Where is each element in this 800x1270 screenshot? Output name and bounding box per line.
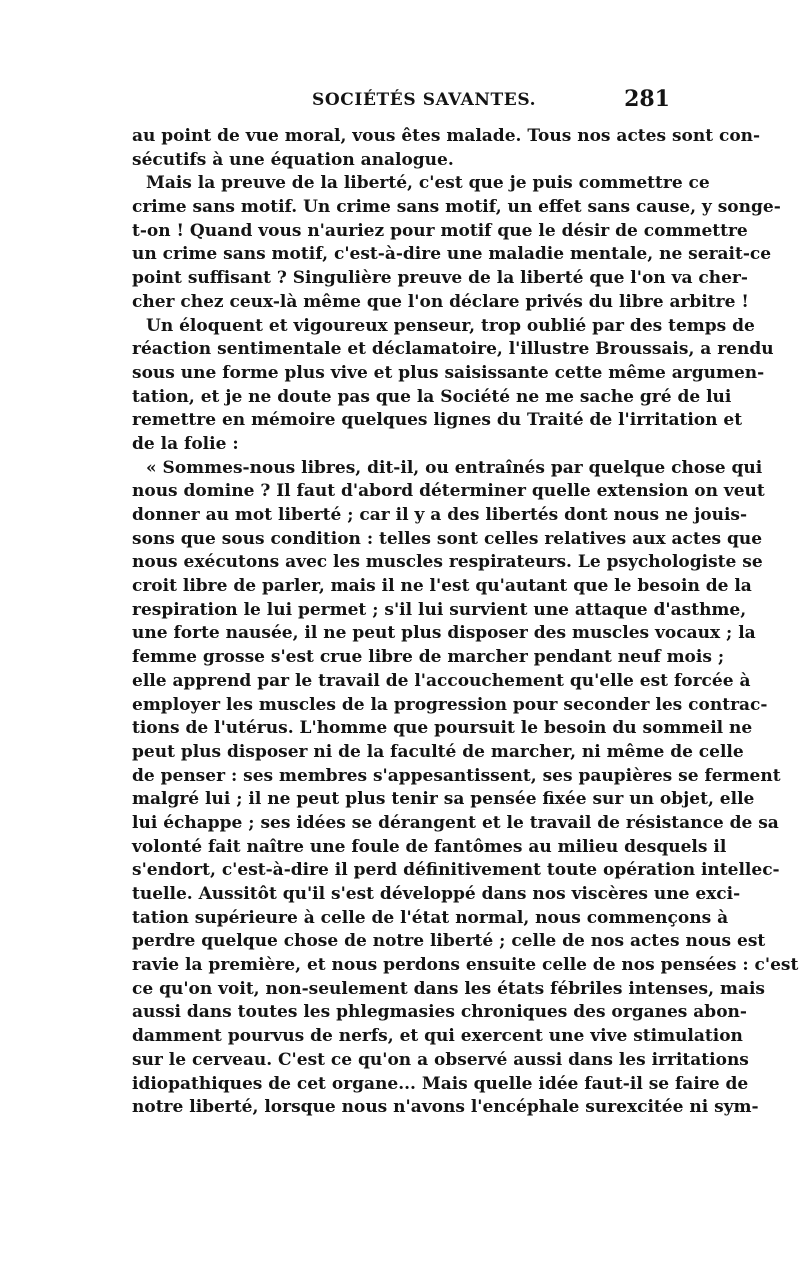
text-line: aussi dans toutes les phlegmasies chroniques des organes abon- xyxy=(132,1002,747,1023)
text-line: réaction sentimentale et déclamatoire, l'illustre Broussais, a rendu xyxy=(132,339,774,360)
text-line: ce qu'on voit, non-seulement dans les états fébriles intenses, mais xyxy=(132,978,765,999)
text-line: sécutifs à une équation analogue. xyxy=(132,149,454,170)
text-line: tation, et je ne doute pas que la Société ne me sache gré de lui xyxy=(132,386,732,407)
text-line: remettre en mémoire quelques lignes du Traité de l'irritation et xyxy=(132,410,743,431)
text-line: lui échappe ; ses idées se dérangent et le travail de résistance de sa xyxy=(132,812,779,833)
text-line: femme grosse s'est crue libre de marcher pendant neuf mois ; xyxy=(132,647,725,668)
text-line: tuelle. Aussitôt qu'il s'est développé dans nos viscères une exci- xyxy=(132,884,741,904)
text-line: s'endort, c'est-à-dire il perd définitivement toute opération intellec- xyxy=(132,860,780,881)
text-line: sous une forme plus vive et plus saisissante cette même argumen- xyxy=(132,362,765,383)
paragraph-start-line: Mais la preuve de la liberté, c'est que je puis commettre ce xyxy=(146,173,710,194)
text-line: un crime sans motif, c'est-à-dire une maladie mentale, ne serait-ce xyxy=(132,244,772,265)
text-line: t-on ! Quand vous n'auriez pour motif que le désir de commettre xyxy=(132,220,748,241)
body-text xyxy=(132,125,799,1120)
text-line: une forte nausée, il ne peut plus disposer des muscles vocaux ; la xyxy=(132,623,756,644)
text-line: malgré lui ; il ne peut plus tenir sa pensée fixée sur un objet, elle xyxy=(132,789,755,810)
text-line: volonté fait naître une foule de fantômes au milieu desquels il xyxy=(132,836,727,857)
text-line: employer les muscles de la progression pour seconder les contrac- xyxy=(132,694,768,715)
text-line: peut plus disposer ni de la faculté de marcher, ni même de celle xyxy=(132,741,744,762)
page-number: 281 xyxy=(624,86,670,112)
text-line: point suffisant ? Singulière preuve de la liberté que l'on va cher- xyxy=(132,268,748,289)
text-line: elle apprend par le travail de l'accouchement qu'elle est forcée à xyxy=(132,670,751,691)
text-line: cher chez ceux-là même que l'on déclare privés du libre arbitre ! xyxy=(132,291,749,312)
text-line: ravie la première, et nous perdons ensuite celle de nos pensées : c'est xyxy=(132,955,799,976)
text-line: de la folie : xyxy=(132,433,239,454)
text-line: croit libre de parler, mais il ne l'est qu'autant que le besoin de la xyxy=(132,576,752,597)
text-line: au point de vue moral, vous êtes malade. Tous nos actes sont con- xyxy=(132,126,761,146)
text-line: notre liberté, lorsque nous n'avons l'encéphale surexcitée ni sym- xyxy=(132,1097,759,1118)
text-line: tation supérieure à celle de l'état normal, nous commençons à xyxy=(132,907,729,928)
text-line: de penser : ses membres s'appesantissent, ses paupières se ferment xyxy=(132,765,781,786)
paragraph-start-line: « Sommes-nous libres, dit-il, ou entraînés par quelque chose qui xyxy=(146,457,763,478)
text-line: tions de l'utérus. L'homme que poursuit le besoin du sommeil ne xyxy=(132,718,753,739)
text-line: perdre quelque chose de notre liberté ; celle de nos actes nous est xyxy=(132,931,766,952)
text-line: respiration le lui permet ; s'il lui survient une attaque d'asthme, xyxy=(132,599,747,620)
text-line: donner au mot liberté ; car il y a des libertés dont nous ne jouis- xyxy=(132,505,748,525)
text-line: crime sans motif. Un crime sans motif, un effet sans cause, y songe- xyxy=(132,197,781,218)
text-line: nous domine ? Il faut d'abord déterminer quelle extension on veut xyxy=(132,481,765,502)
paragraph-start-line: Un éloquent et vigoureux penseur, trop oublié par des temps de xyxy=(146,315,755,336)
text-line: sons que sous condition : telles sont celles relatives aux actes que xyxy=(132,528,763,549)
text-line: nous exécutons avec les muscles respirateurs. Le psychologiste se xyxy=(132,552,763,573)
text-line: damment pourvus de nerfs, et qui exercent une vive stimulation xyxy=(132,1026,743,1047)
running-title: SOCIÉTÉS SAVANTES. xyxy=(312,90,537,110)
running-head xyxy=(132,88,670,118)
text-line: idiopathiques de cet organe... Mais quelle idée faut-il se faire de xyxy=(132,1073,749,1094)
text-line: sur le cerveau. C'est ce qu'on a observé aussi dans les irritations xyxy=(132,1049,749,1070)
